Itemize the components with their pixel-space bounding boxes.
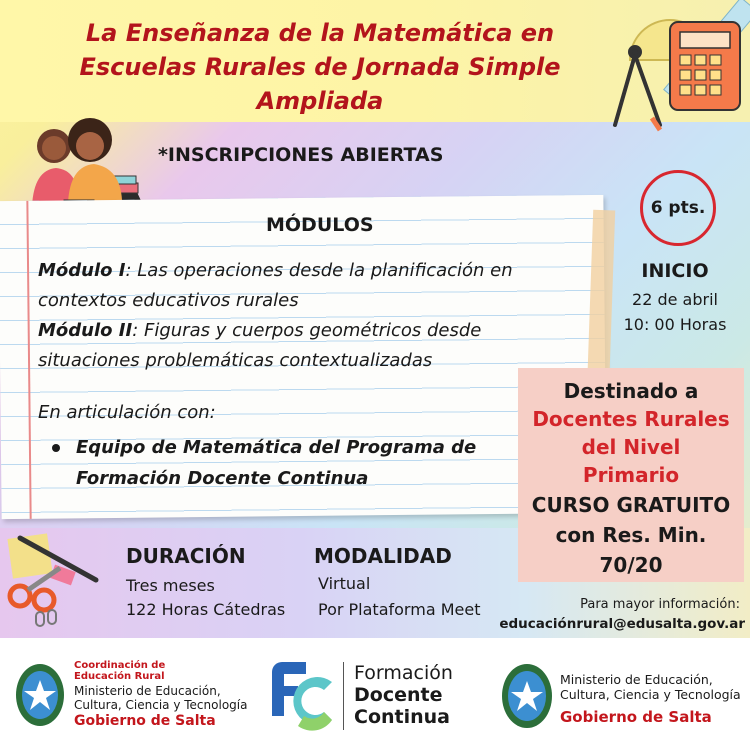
audience-line-3: del Nivel xyxy=(581,435,681,459)
continua-word: Continua xyxy=(354,706,450,728)
duration-label: DURACIÓN xyxy=(126,544,246,568)
title-line-1: La Enseñanza de la Matemática en xyxy=(85,19,555,47)
registration-open-banner: *INSCRIPCIONES ABIERTAS xyxy=(158,144,444,166)
modality-label: MODALIDAD xyxy=(314,544,452,568)
start-date: 22 de abril xyxy=(632,290,718,309)
module-2-text-line-2: situaciones problemáticas contextualizadas xyxy=(38,350,433,371)
student-body-2 xyxy=(68,164,122,203)
audience-line-1: Destinado a xyxy=(563,379,699,403)
salta-coat-of-arms-right-icon xyxy=(500,662,554,730)
ministry-right-line-2: Cultura, Ciencia y Tecnología xyxy=(560,687,741,702)
ministry-left-label xyxy=(74,684,247,712)
free-course-label: CURSO GRATUITO xyxy=(531,493,731,517)
logo-divider xyxy=(343,662,344,730)
page-title xyxy=(20,16,620,118)
module-2 xyxy=(38,316,568,376)
articulation-bullet xyxy=(56,432,536,494)
salta-coat-of-arms-icon xyxy=(14,662,66,728)
calculator-screen xyxy=(680,32,730,48)
bullet-line-2: Formación Docente Continua xyxy=(76,468,369,489)
modules-heading: MÓDULOS xyxy=(266,214,374,236)
more-info-label: Para mayor información: xyxy=(580,597,740,612)
gobierno-right-label: Gobierno de Salta xyxy=(560,708,712,726)
points-text: 6 pts. xyxy=(650,198,706,218)
resolution-label: con Res. Min. xyxy=(555,523,707,547)
resolution-number: 70/20 xyxy=(599,553,663,577)
contact-email-link[interactable]: educaciónrural@edusalta.gov.ar xyxy=(499,616,745,632)
module-2-label: Módulo II xyxy=(38,320,133,341)
title-line-2: Escuelas Rurales de Jornada Simple xyxy=(79,53,561,81)
docente-word: Docente xyxy=(354,684,443,706)
sticky-note-icon xyxy=(7,533,52,578)
coordination-label xyxy=(74,660,165,682)
formacion-word: Formación xyxy=(354,662,453,684)
duration-value-2: 122 Horas Cátedras xyxy=(126,600,286,619)
coordination-line-2: Educación Rural xyxy=(74,671,165,682)
coordination-line-1: Coordinación de xyxy=(74,660,166,671)
title-line-3: Ampliada xyxy=(256,87,384,115)
module-1 xyxy=(38,256,568,316)
module-1-text-line-2: contextos educativos rurales xyxy=(38,290,299,311)
school-supplies-illustration xyxy=(0,528,110,628)
paper-margin-line xyxy=(26,201,31,519)
duration-value-1: Tres meses xyxy=(126,576,215,595)
articulation-label: En articulación con: xyxy=(38,402,216,423)
math-tools-illustration xyxy=(600,0,750,140)
paperclip-icon xyxy=(36,610,56,626)
ministry-right-label xyxy=(560,672,741,702)
ministry-left-line-2: Cultura, Ciencia y Tecnología xyxy=(74,698,248,712)
bullet-icon xyxy=(52,444,60,452)
formacion-docente-logo-icon xyxy=(268,656,338,732)
ministry-right-line-1: Ministerio de Educación, xyxy=(560,672,713,687)
start-label: INICIO xyxy=(641,260,709,282)
modality-value-2: Por Plataforma Meet xyxy=(318,600,481,619)
audience-line-4: Primario xyxy=(582,463,680,487)
ministry-left-line-1: Ministerio de Educación, xyxy=(74,684,221,698)
audience-line-2: Docentes Rurales xyxy=(532,407,730,431)
module-1-label: Módulo I xyxy=(38,260,126,281)
calculator-keys xyxy=(680,55,721,95)
module-1-text-line-1: : Las operaciones desde la planificación en xyxy=(125,260,513,281)
bullet-line-1: Equipo de Matemática del Programa de xyxy=(76,437,477,458)
module-2-text-line-1: : Figuras y cuerpos geométricos desde xyxy=(132,320,482,341)
points-badge xyxy=(640,170,716,246)
start-time: 10: 00 Horas xyxy=(623,315,727,334)
modality-value-1: Virtual xyxy=(318,574,371,593)
gobierno-left-label: Gobierno de Salta xyxy=(74,713,216,729)
